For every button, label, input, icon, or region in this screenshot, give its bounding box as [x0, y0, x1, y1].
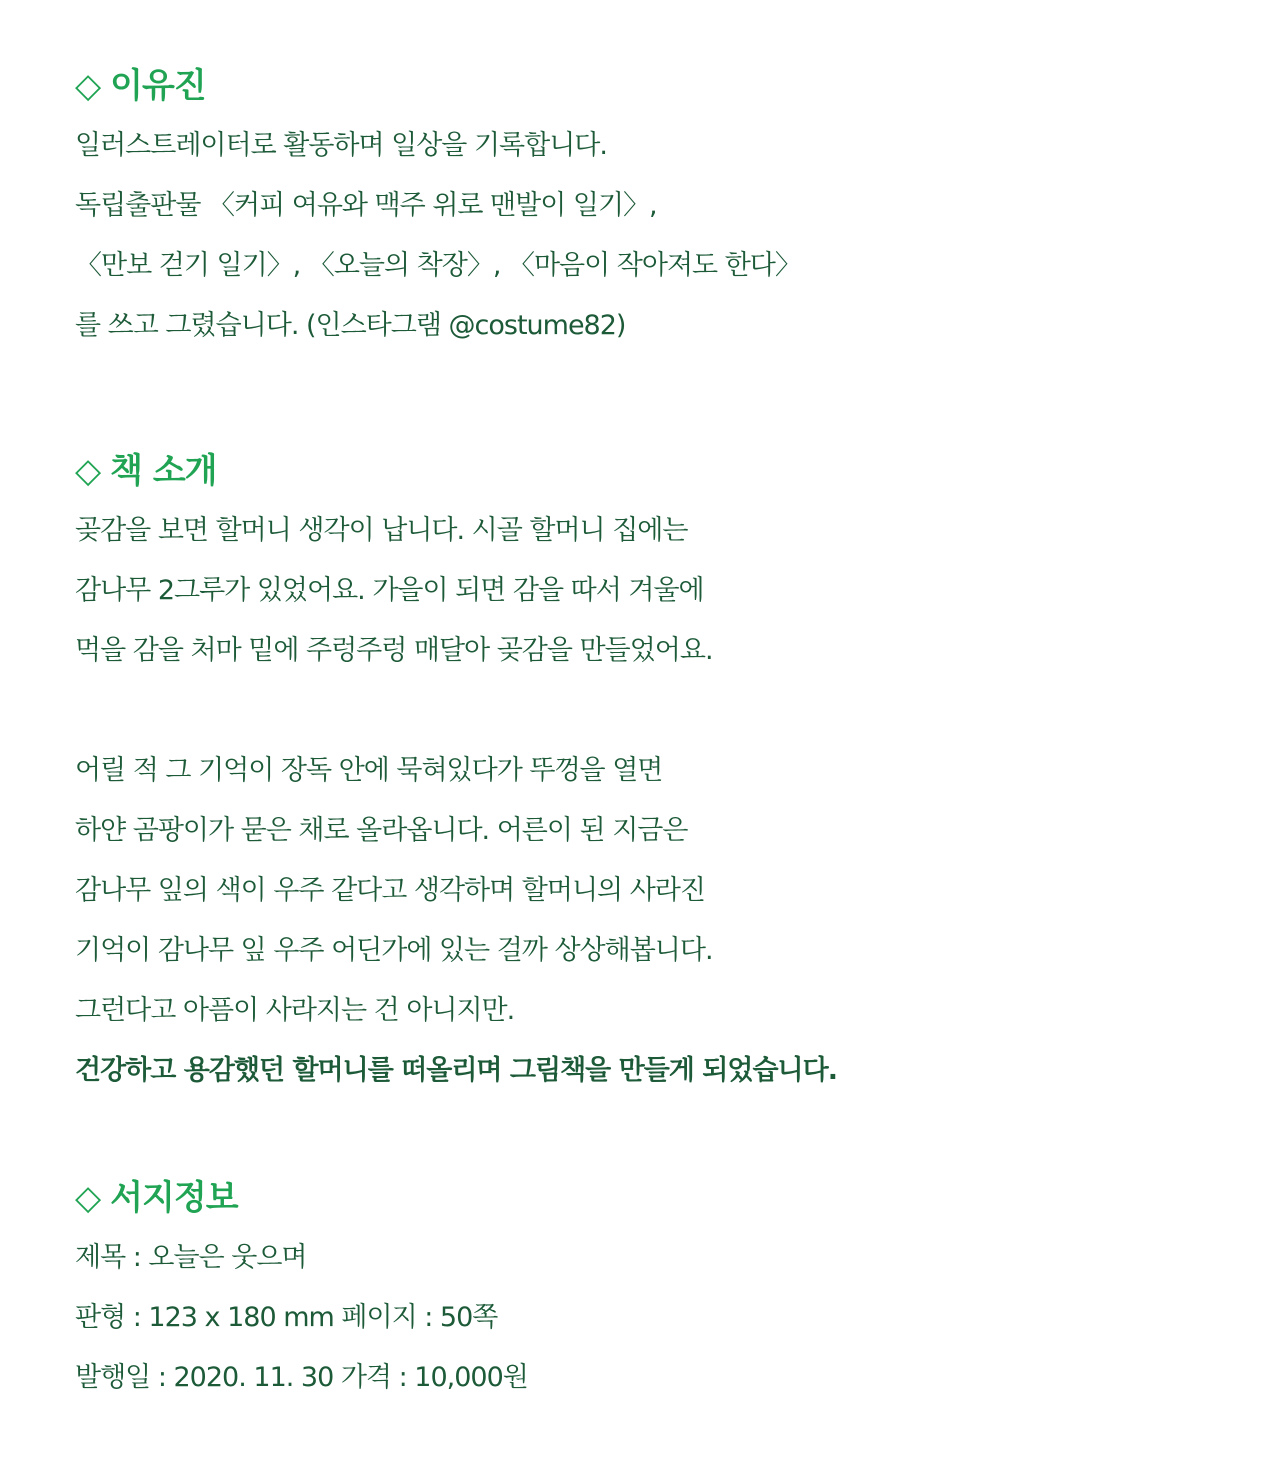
intro-line: 감나무 잎의 색이 우주 같다고 생각하며 할머니의 사라진: [75, 875, 705, 906]
intro-line: 감나무 2그루가 있었어요. 가을이 되면 감을 따서 겨울에: [75, 575, 704, 606]
info-title-line: 제목 : 오늘은 웃으며: [75, 1242, 307, 1273]
book-intro-title: 책 소개: [110, 451, 217, 491]
intro-line: 그런다고 아픔이 사라지는 건 아니지만.: [75, 995, 515, 1026]
intro-line: 기억이 감나무 잎 우주 어딘가에 있는 걸까 상상해봅니다.: [75, 935, 713, 966]
bibliographic-info-section: [75, 1168, 1225, 1408]
intro-line: 하얀 곰팡이가 묻은 채로 올라옵니다. 어른이 된 지금은: [75, 815, 688, 846]
info-publish-line: 발행일 : 2020. 11. 30 가격 : 10,000원: [75, 1362, 528, 1393]
diamond-icon: ◇: [75, 451, 101, 491]
author-section: [75, 56, 1225, 356]
intro-line: 곶감을 보면 할머니 생각이 납니다. 시골 할머니 집에는: [75, 515, 688, 546]
author-bio-line: 를 쓰고 그렸습니다. (인스타그램 @costume82): [75, 310, 626, 341]
bibliographic-info-heading: [75, 1168, 1225, 1228]
author-bio-line: 독립출판물 〈커피 여유와 맥주 위로 맨발이 일기〉,: [75, 190, 657, 221]
author-bio-line: 일러스트레이터로 활동하며 일상을 기록합니다.: [75, 130, 607, 161]
book-intro-heading: [75, 441, 1225, 501]
author-name: 이유진: [110, 66, 206, 106]
author-bio-line: 〈만보 걷기 일기〉, 〈오늘의 착장〉, 〈마음이 작아져도 한다〉: [75, 250, 801, 281]
author-heading: [75, 56, 1225, 116]
intro-line: 어릴 적 그 기억이 장독 안에 묵혀있다가 뚜껑을 열면: [75, 755, 663, 786]
diamond-icon: ◇: [75, 1178, 101, 1218]
intro-closing-line: 건강하고 용감했던 할머니를 떠올리며 그림책을 만들게 되었습니다.: [75, 1055, 837, 1086]
intro-line: 먹을 감을 처마 밑에 주렁주렁 매달아 곶감을 만들었어요.: [75, 635, 713, 666]
paragraph-gap: [75, 681, 1225, 741]
info-format-line: 판형 : 123 x 180 mm 페이지 : 50쪽: [75, 1302, 498, 1333]
bibliographic-info-title: 서지정보: [110, 1178, 238, 1218]
book-intro-section: [75, 441, 1225, 1101]
diamond-icon: ◇: [75, 66, 101, 106]
